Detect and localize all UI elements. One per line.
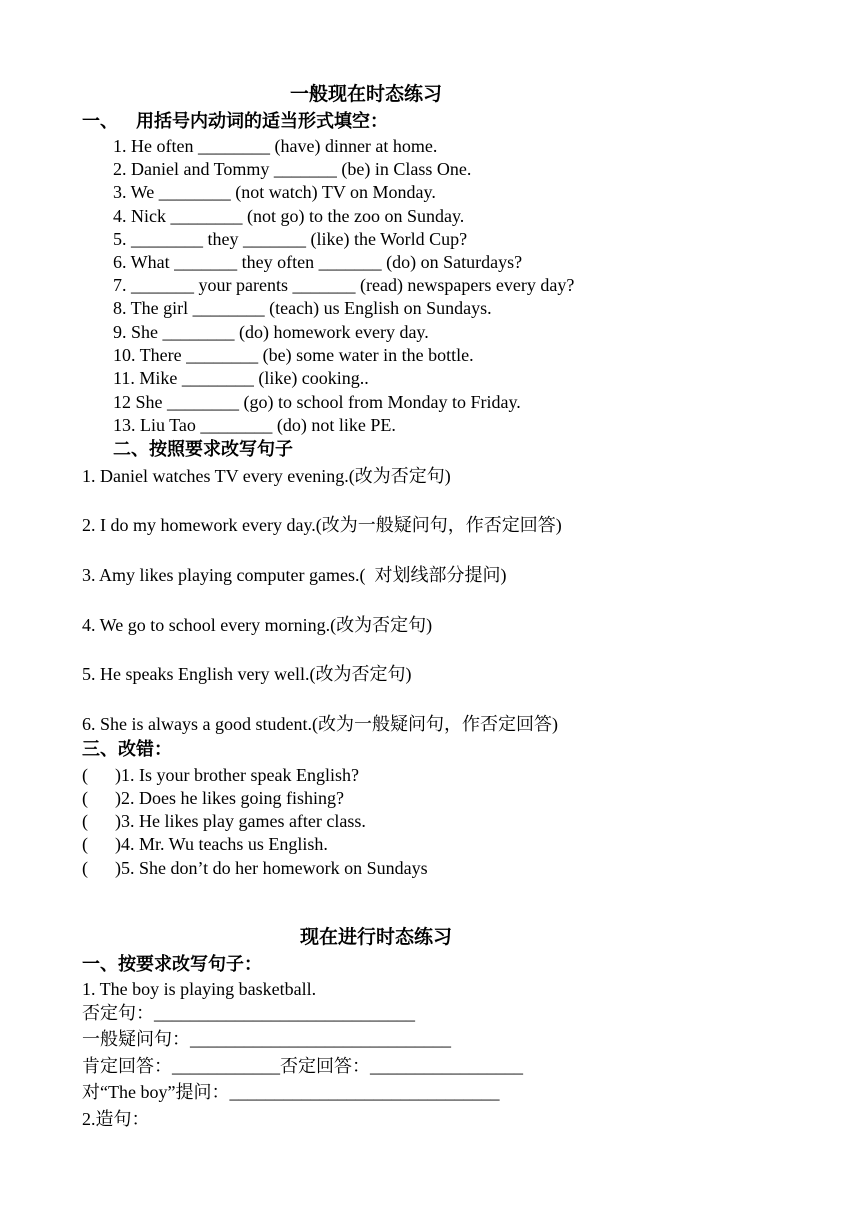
- wh-question-line: 对“The boy”提问：______________________________: [82, 1082, 500, 1102]
- correction-item-4: ( )4. Mr. Wu teachs us English.: [82, 834, 328, 854]
- part1-title: 一般现在时态练习: [290, 84, 443, 105]
- fill-blank-item-7: 7. _______ your parents _______ (read) newspapers every day?: [113, 275, 575, 295]
- fill-blank-item-11: 11. Mike ________ (like) cooking..: [113, 368, 369, 388]
- fill-blank-item-4: 4. Nick ________ (not go) to the zoo on Sunday.: [113, 206, 465, 226]
- correction-item-3: ( )3. He likes play games after class.: [82, 811, 366, 831]
- section1-heading: 一、 用括号内动词的适当形式填空：: [82, 111, 388, 131]
- rewrite-item-4: 4. We go to school every morning.(改为否定句): [82, 615, 433, 635]
- section3-heading: 三、改错：: [82, 739, 172, 759]
- fill-blank-item-6: 6. What _______ they often _______ (do) on Saturdays?: [113, 252, 523, 272]
- answers-line: 肯定回答：____________否定回答：_________________: [82, 1056, 523, 1076]
- fill-blank-item-8: 8. The girl ________ (teach) us English on Sundays.: [113, 298, 492, 318]
- correction-item-1: ( )1. Is your brother speak English?: [82, 765, 359, 785]
- fill-blank-item-3: 3. We ________ (not watch) TV on Monday.: [113, 182, 436, 202]
- make-sentence-line: 2.造句：: [82, 1109, 150, 1129]
- fill-blank-item-1: 1. He often ________ (have) dinner at home.: [113, 136, 438, 156]
- negative-form-line: 否定句：_____________________________: [82, 1003, 415, 1023]
- rewrite-item-2: 2. I do my homework every day.(改为一般疑问句，作否定回答): [82, 515, 562, 535]
- rewrite-item-5: 5. He speaks English very well.(改为否定句): [82, 664, 412, 684]
- rewrite-item-6: 6. She is always a good student.(改为一般疑问句，作否定回答): [82, 714, 558, 734]
- question-form-line: 一般疑问句：_____________________________: [82, 1029, 451, 1049]
- fill-blank-item-13: 13. Liu Tao ________ (do) not like PE.: [113, 415, 396, 435]
- correction-item-5: ( )5. She don’t do her homework on Sundays: [82, 858, 428, 878]
- fill-blank-item-9: 9. She ________ (do) homework every day.: [113, 322, 429, 342]
- part2-section1-heading: 一、按要求改写句子：: [82, 954, 262, 974]
- fill-blank-item-5: 5. ________ they _______ (like) the World Cup?: [113, 229, 468, 249]
- fill-blank-item-2: 2. Daniel and Tommy _______ (be) in Class One.: [113, 159, 472, 179]
- part2-title: 现在进行时态练习: [300, 927, 453, 948]
- fill-blank-item-12: 12 She ________ (go) to school from Monday to Friday.: [113, 392, 521, 412]
- fill-blank-item-10: 10. There ________ (be) some water in the bottle.: [113, 345, 474, 365]
- section2-heading: 二、按照要求改写句子: [113, 439, 293, 459]
- correction-item-2: ( )2. Does he likes going fishing?: [82, 788, 344, 808]
- rewrite-item-3: 3. Amy likes playing computer games.( 对划线部分提问): [82, 565, 507, 585]
- rewrite-item-1: 1. Daniel watches TV every evening.(改为否定句): [82, 466, 451, 486]
- transform-sentence: 1. The boy is playing basketball.: [82, 979, 317, 999]
